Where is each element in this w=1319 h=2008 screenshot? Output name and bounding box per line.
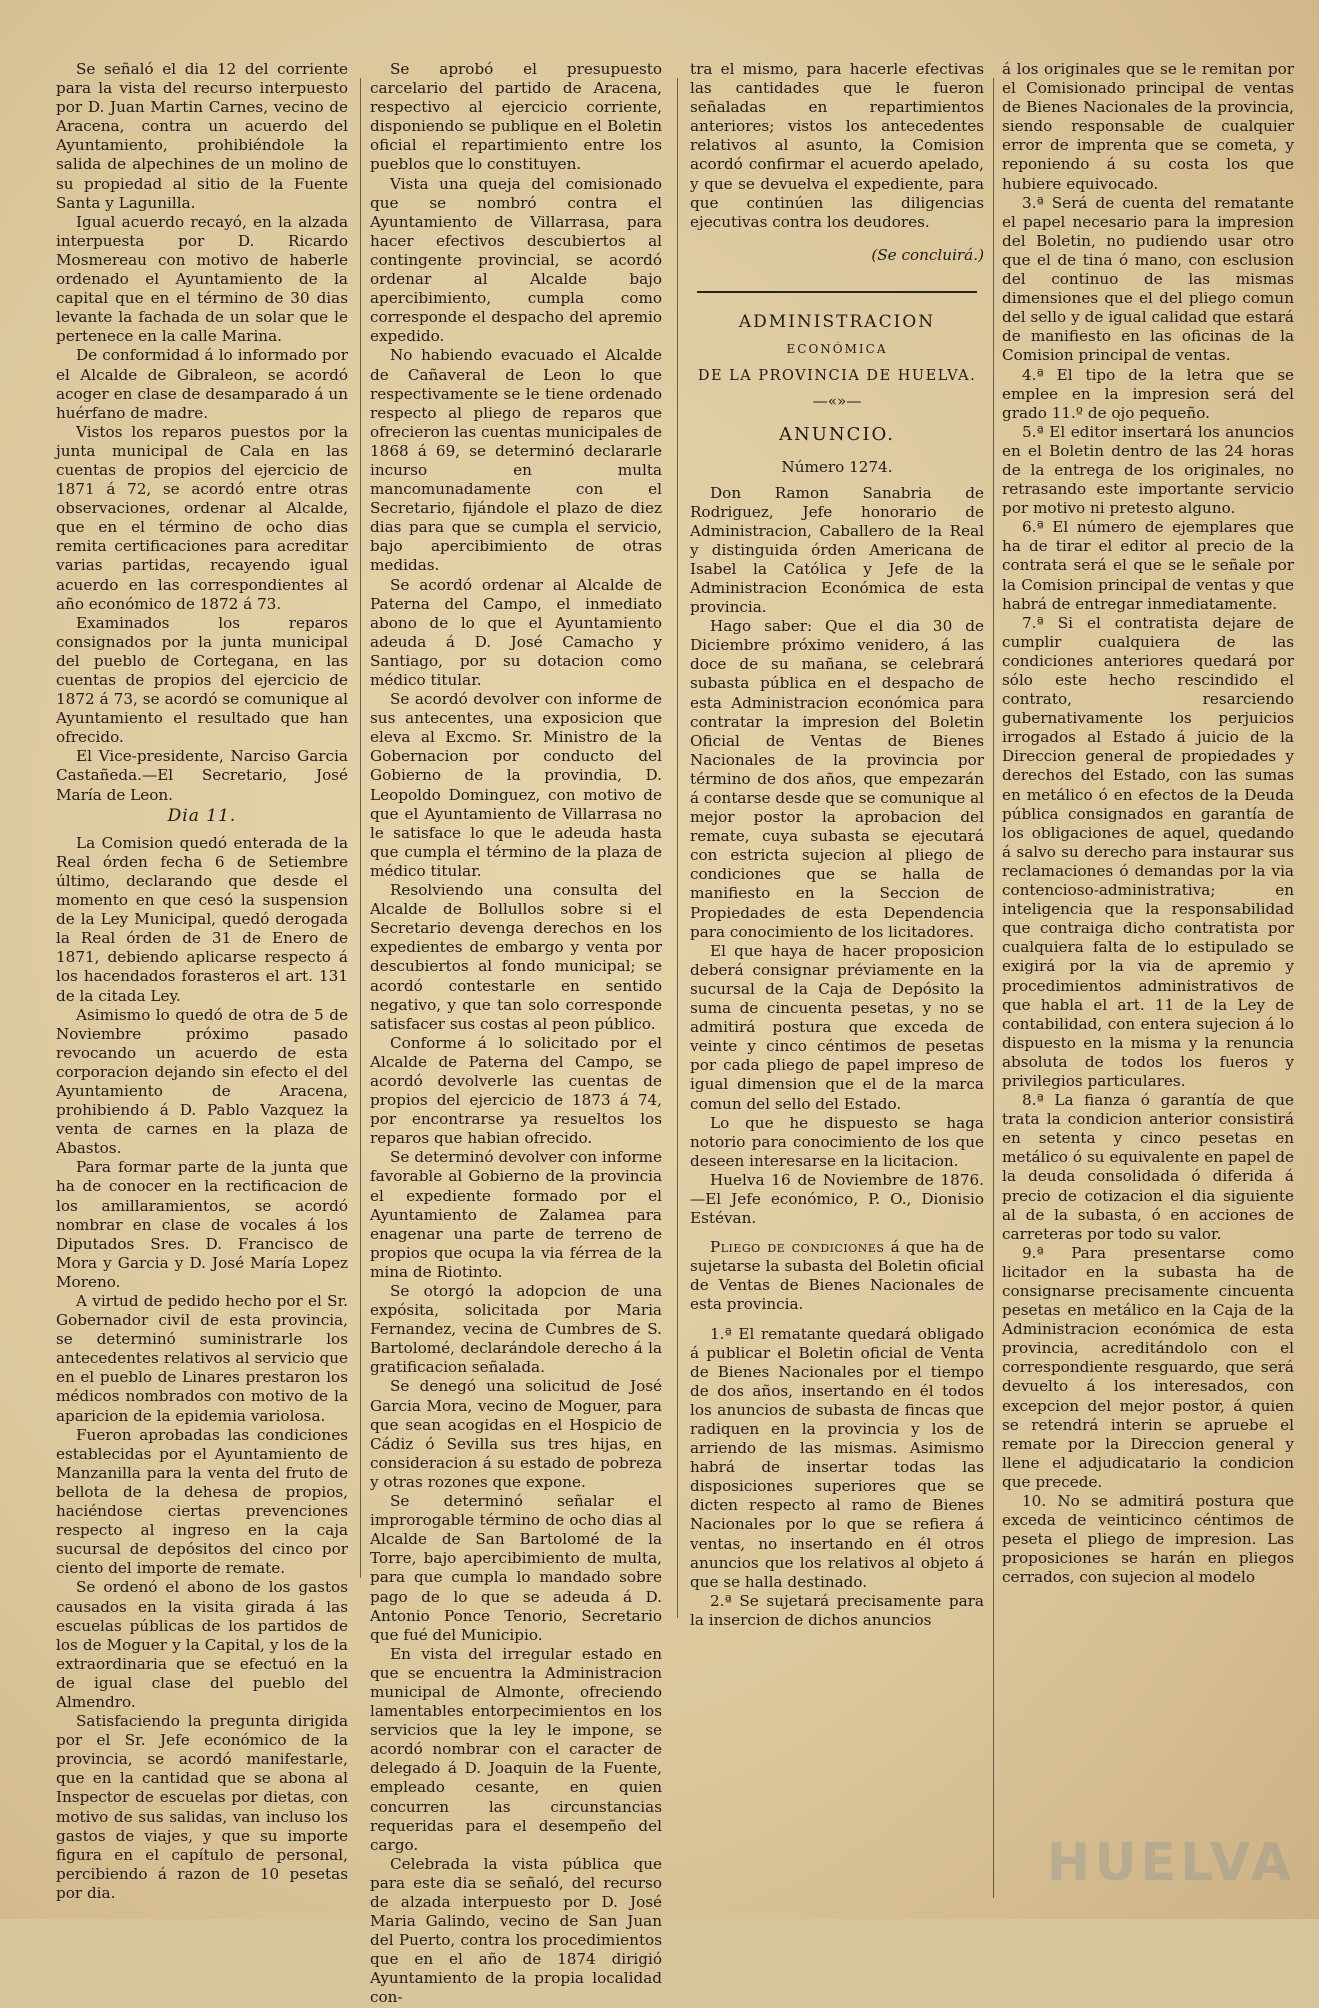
paragraph: 1.ª El rematante quedará obligado á publicar el Boletin oficial de Venta de Bienes Nacionales por el tiempo de dos años, insertando en él todos los anuncios de subasta de fincas que radiquen en la provincia y los de arriendo de las mismas. Asimismo habrá de insertar todas las disposiciones superiores que se dicten respecto al ramo de Bienes Nacionales por lo que se refiera á ventas, no insertando en él otros anuncios que los relativos al objeto á que se halla destinado. — [690, 1324, 984, 1591]
paragraph: No habiendo evacuado el Alcalde de Cañaveral de Leon lo que respectivamente se le tiene ordenado respecto al pliego de reparos que ofrecieron las cuentas municipales de 1868 á 69, se determinó declararle incurso en multa mancomunadamente con el Secretario, fijándole el plazo de diez dias para que se cumpla el servicio, bajo apercibimiento de otras medidas. — [370, 346, 662, 575]
signature-line: El Vice-presidente, Narciso Garcia Castañeda.—El Secretario, José María de Leon. — [56, 747, 348, 804]
continuation-note: (Se concluirá.) — [871, 245, 984, 264]
paragraph: En vista del irregular estado en que se encuentra la Administracion municipal de Almonte, ofreciendo lamentables entorpecimientos en los servicios que la ley le impone, se acordó nombrar con el caracter de delegado á D. Joaquin de la Fuente, empleado cesante, en quien concurren las circunstancias requeridas para el desempeño del cargo. — [370, 1644, 662, 1854]
paragraph: 2.ª Se sujetará precisamente para la insercion de dichos anuncios — [690, 1591, 984, 1629]
column-divider — [993, 78, 994, 1898]
column-divider — [360, 78, 361, 1578]
section-subheading: DE LA PROVINCIA DE HUELVA. — [697, 368, 977, 385]
paragraph: De conformidad á lo informado por el Alcalde de Gibraleon, se acordó acoger en clase de desamparado á un huérfano de madre. — [56, 346, 348, 422]
paragraph: Asimismo lo quedó de otra de 5 de Noviembre próximo pasado revocando un acuerdo de esta corporacion dejando sin efecto el del Ayuntamiento de Aracena, prohibiendo á D. Pablo Vazquez la venta de carnes en la plaza de Abastos. — [56, 1005, 348, 1158]
column-3 — [690, 60, 984, 1630]
paragraph: Huelva 16 de Noviembre de 1876. —El Jefe económico, P. O., Dionisio Estévan. — [690, 1170, 984, 1228]
paragraph: Se aprobó el presupuesto carcelario del partido de Aracena, respectivo al ejercicio corriente, disponiendo se publique en el Boletin oficial el repartimiento entre los pueblos que lo constituyen. — [370, 60, 662, 174]
paragraph: 10. No se admitirá postura que exceda de veinticinco céntimos de peseta el pliego de impresion. Las proposiciones se harán en pliegos cerrados, con sujecion al modelo — [1002, 1492, 1294, 1587]
section-heading: ADMINISTRACION — [738, 311, 936, 332]
paragraph: Resolviendo una consulta del Alcalde de Bollullos sobre si el Secretario devenga derechos en los expedientes de embargo y venta por descubiertos al fondo municipal; se acordó contestarle en sentido negativo, y que tan solo corresponde satisfacer sus costas al peon público. — [370, 881, 662, 1033]
paragraph: 6.ª El número de ejemplares que ha de tirar el editor al precio de la contrata será el que se le señale por la Comision principal de ventas y que habrá de entregar inmediatamente. — [1002, 518, 1294, 613]
paragraph: 5.ª El editor insertará los anuncios en el Boletin dentro de las 24 horas de la entrega de los originales, no retrasando este importante servicio por motivo ni pretesto alguno. — [1002, 422, 1294, 518]
paragraph: á los originales que se le remitan por el Comisionado principal de ventas de Bienes Nacionales de la provincia, siendo responsable de cualquier error de imprenta que se cometa, y reponiendo á su costa los que hubiere equivocado. — [1002, 60, 1294, 193]
column-divider — [677, 78, 678, 1618]
paragraph: Vistos los reparos puestos por la junta municipal de Cala en las cuentas de propios del ejercicio de 1871 á 72, se acordó entre otras observaciones, ordenar al Alcalde, que en el término de ocho dias remita certificaciones para acreditar varias partidas, recayendo igual acuerdo en las correspondientes al año económico de 1872 á 73. — [56, 422, 348, 613]
paragraph: 9.ª Para presentarse como licitador en la subasta ha de consignarse precisamente cincuenta pesetas en metálico en la Caja de la Administracion económica de esta provincia, acreditándolo con el correspondiente resguardo, que será devuelto á los interesados, con excepcion del mejor postor, á quien se retendrá interin se apruebe el remate por la Direccion general y llene el adjudicatario la condicion que precede. — [1002, 1243, 1294, 1491]
section-subheading: ECONÓMICA — [786, 342, 888, 357]
paragraph: 7.ª Si el contratista dejare de cumplir cualquiera de las condiciones anteriores quedará por sólo este hecho rescindido el contrato, resarciendo gubernativamente los perjuicios irrogados al Estado á juicio de la Direccion general de propiedades y derechos del Estado, con las sumas en metálico ó en efectos de la Deuda pública consignados en garantía de los obligaciones de aquel, quedando á salvo su derecho para instaurar sus reclamaciones ó demandas por la via contencioso-administrativa; en inteligencia que la responsabilidad que contraiga dicho contratista por cualquiera falta de lo estipulado se exigirá por la via de apremio y procedimientos administrativos de que habla el art. 11 de la Ley de contabilidad, con entera sujecion á lo dispuesto en la misma y la renuncia absoluta de todos los fueros y privilegios particulares. — [1002, 613, 1294, 1090]
paragraph: La Comision quedó enterada de la Real órden fecha 6 de Setiembre último, declarando que desde el momento en que cesó la suspension de la Ley Municipal, quedó derogada la Real órden de 31 de Enero de 1871, debiendo aplicarse respecto á los hacendados forasteros el art. 131 de la citada Ley. — [56, 833, 348, 1005]
paragraph: Se otorgó la adopcion de una expósita, solicitada por Maria Fernandez, vecina de Cumbres de S. Bartolomé, declarándole derecho á la gratificacion señalada. — [370, 1282, 662, 1377]
column-1 — [56, 60, 348, 1903]
conditions-rest: á que ha de sujetarse la subasta del Boletin oficial de Ventas de Bienes Nacionales de esta provincia. — [690, 1238, 984, 1314]
paragraph: Se acordó devolver con informe de sus antecentes, una exposicion que eleva al Excmo. Sr. Ministro de la Gobernacion por conducto del Gobierno de la provindia, D. Leopoldo Dominguez, con motivo de que el Ayuntamiento de Villarrasa no le satisface lo que le adeuda hasta que cumpla el término de la plaza de médico titular. — [370, 690, 662, 880]
paragraph: 8.ª La fianza ó garantía de que trata la condicion anterior consistirá en setenta y cinco pesetas en metálico ó su equivalente en papel de la deuda consolidada ó diferida á precio de cotizacion el dia siguiente al de la subasta, ó en acciones de carreteras por todo su valor. — [1002, 1091, 1294, 1243]
paragraph: Se acordó ordenar al Alcalde de Paterna del Campo, el inmediato abono de lo que el Ayuntamiento adeuda á D. José Camacho y Santiago, por su dotacion como médico titular. — [370, 575, 662, 689]
paragraph: Fueron aprobadas las condiciones establecidas por el Ayuntamiento de Manzanilla para la venta del fruto de bellota de la dehesa de propios, haciéndose ciertas prevenciones respecto al ingreso en la caja sucursal de depósitos del cinco por ciento del importe de remate. — [56, 1425, 348, 1578]
paragraph: Igual acuerdo recayó, en la alzada interpuesta por D. Ricardo Mosmereau con motivo de haberle ordenado el Ayuntamiento de la capital que en el término de 30 dias levante la fachada de un solar que le pertenece en la calle Marina. — [56, 212, 348, 346]
paragraph: Hago saber: Que el dia 30 de Diciembre próximo venidero, á las doce de su mañana, se celebrará subasta pública en el despacho de esta Administracion económica para contratar la impresion del Boletin Oficial de Ventas de Bienes Nacionales de la provincia por término de dos años, que empezarán á contarse desde que se comunique al mejor postor la aprobacion del remate, cuya subasta se ejecutará con estricta sujecion al pliego de condiciones que se halla de manifiesto en la Seccion de Propiedades de esta Dependencia para conocimiento de los licitadores. — [690, 617, 985, 941]
ornament: —«»— — [812, 392, 862, 411]
paragraph: Se denegó una solicitud de José Garcia Mora, vecino de Moguer, para que sean acogidas en el Hospicio de Cádiz ó Sevilla sus tres hijas, en consideracion á su estado de pobreza y otras rozones que expone. — [370, 1377, 662, 1491]
paragraph: 4.ª El tipo de la letra que se emplee en la impresion será del grado 11.º de ojo pequeño. — [1002, 365, 1294, 422]
conditions-label: Pliego de condiciones — [710, 1238, 885, 1257]
paragraph: Se determinó devolver con informe favorable al Gobierno de la provincia el expediente formado por el Ayuntamiento de Zalamea para enagenar una parte de terreno de propios que ocupa la via férrea de la mina de Riotinto. — [370, 1148, 662, 1281]
notice-title: ANUNCIO. — [779, 424, 895, 446]
paragraph: Don Ramon Sanabria de Rodriguez, Jefe honorario de Administracion, Caballero de la Real y distinguida órden Americana de Isabel la Católica y Jefe de la Administracion Económica de esta provincia. — [690, 483, 984, 617]
paragraph: Examinados los reparos consignados por la junta municipal del pueblo de Cortegana, en las cuentas de propios del ejercicio de 1872 á 73, se acordó se comunique al Ayuntamiento el resultado que han ofrecido. — [56, 613, 348, 747]
section-rule — [697, 291, 977, 293]
day-heading: Dia 11. — [167, 805, 237, 826]
notice-number: Número 1274. — [781, 458, 893, 477]
paragraph: tra el mismo, para hacerle efectivas las cantidades que le fueron señaladas en repartimientos anteriores; vistos los antecedentes relativos al asunto, la Comision acordó confirmar el acuerdo apelado, y que se devuelva el expediente, para que continúen las diligencias ejecutivas contra los deudores. — [690, 60, 984, 231]
column-4 — [1002, 60, 1294, 1588]
paragraph: Celebrada la vista pública que para este dia se señaló, del recurso de alzada interpuesto por D. José Maria Galindo, vecino de San Juan del Puerto, contra los procedimientos que en el año de 1874 dirigió Ayuntamiento de la propia localidad con- — [370, 1854, 662, 2007]
paragraph: El que haya de hacer proposicion deberá consignar préviamente en la sucursal de la Caja de Depósito la suma de cincuenta pesetas, y no se admitirá postura que exceda de veinte y cinco céntimos de pesetas por cada pliego de papel impreso de igual dimension que el de la marca comun del sello del Estado. — [690, 941, 984, 1113]
paragraph: Se determinó señalar el improrogable término de ocho dias al Alcalde de San Bartolomé de la Torre, bajo apercibimiento de multa, para que cumpla lo mandado sobre pago de lo que se adeuda á D. Antonio Ponce Tenorio, Secretario que fué del Municipio. — [370, 1492, 662, 1644]
paragraph: Conforme á lo solicitado por el Alcalde de Paterna del Campo, se acordó devolverle las cuentas de propios del ejercicio de 1873 á 74, por encontrarse ya resueltos los reparos que habian ofrecido. — [370, 1033, 662, 1148]
paragraph: Satisfaciendo la pregunta dirigida por el Sr. Jefe económico de la provincia, se acordó manifestarle, que en la cantidad que se abona al Inspector de escuelas por dietas, con motivo de sus salidas, van incluso los gastos de viajes, y que su importe figura en el capítulo de personal, percibiendo á razon de 10 pesetas por dia. — [56, 1712, 348, 1902]
paragraph: 3.ª Será de cuenta del rematante el papel necesario para la impresion del Boletin, no pudiendo usar otro que el de tina ó mano, con esclusion del continuo de las mismas dimensiones que el del pliego comun del sello y de igual calidad que estará de manifiesto en las oficinas de la Comision principal de ventas. — [1002, 193, 1294, 365]
conditions-title — [690, 1238, 984, 1314]
paragraph: A virtud de pedido hecho por el Sr. Gobernador civil de esta provincia, se determinó suministrarle los antecedentes relativos al servicio que en el pueblo de Linares prestaron los médicos nombrados con motivo de la aparicion de la epidemia variolosa. — [56, 1292, 348, 1425]
huelva-watermark: HUELVA — [1046, 1833, 1295, 1893]
column-2 — [370, 60, 662, 2008]
paragraph: Lo que he dispuesto se haga notorio para conocimiento de los que deseen interesarse en la licitacion. — [690, 1113, 984, 1170]
paragraph: Vista una queja del comisionado que se nombró contra el Ayuntamiento de Villarrasa, para hacer efectivos descubiertos al contingente provincial, se acordó ordenar al Alcalde bajo apercibimiento, cumpla como corresponde el despacho del apremio expedido. — [370, 174, 662, 346]
paragraph: Para formar parte de la junta que ha de conocer en la rectificacion de los amillaramientos, se acordó nombrar en clase de vocales á los Diputados Sres. D. Francisco de Mora y Garcia y D. José María Lopez Moreno. — [56, 1158, 348, 1291]
paragraph: Se señaló el dia 12 del corriente para la vista del recurso interpuesto por D. Juan Martin Carnes, vecino de Aracena, contra un acuerdo del Ayuntamiento, prohibiéndole la salida de alpechines de un molino de su propiedad al sitio de la Fuente Santa y Lagunilla. — [56, 60, 348, 212]
paragraph: Se ordenó el abono de los gastos causados en la visita girada á las escuelas públicas de los partidos de los de Moguer y la Capital, y los de la extraordinaria que se efectuó en la de igual clase del pueblo del Almendro. — [56, 1578, 348, 1711]
